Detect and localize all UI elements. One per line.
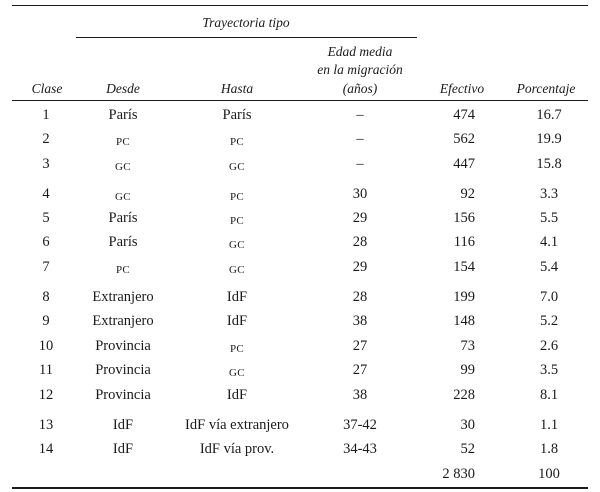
hasta-cell: IdF <box>226 387 248 403</box>
porcentaje-cell: 15.8 <box>536 156 562 172</box>
hasta-cell: IdF vía extranjero <box>185 417 289 433</box>
clase-cell: 4 <box>42 186 50 202</box>
hasta-cell: IdF <box>226 313 248 329</box>
clase-cell: 10 <box>38 338 54 354</box>
table-row <box>0 234 600 252</box>
hasta-cell: GC <box>229 161 245 173</box>
table-row <box>0 131 600 149</box>
desde-cell: Provincia <box>95 338 151 354</box>
clase-cell: 1 <box>42 107 50 123</box>
clase-cell: 2 <box>42 131 50 147</box>
edad-header-line1: Edad media <box>327 44 393 59</box>
efectivo-cell: 562 <box>453 131 475 147</box>
efectivo-cell: 154 <box>453 259 475 275</box>
clase-cell: 13 <box>38 417 54 433</box>
efectivo-cell: 228 <box>453 387 475 403</box>
clase-cell: 8 <box>42 289 50 305</box>
efectivo-cell: 92 <box>460 186 475 202</box>
hasta-cell: PC <box>229 191 245 203</box>
efectivo-cell: 474 <box>453 107 475 123</box>
total-porcentaje: 100 <box>538 466 560 482</box>
table-row <box>0 338 600 356</box>
porcentaje-cell: 5.2 <box>539 313 559 329</box>
efectivo-cell: 52 <box>460 441 475 457</box>
efectivo-cell: 156 <box>453 210 475 226</box>
desde-cell: Provincia <box>95 362 151 378</box>
porcentaje-cell: 3.3 <box>539 186 559 202</box>
efectivo-cell: 30 <box>460 417 475 433</box>
desde-cell: París <box>108 234 138 250</box>
efectivo-cell: 148 <box>453 313 475 329</box>
desde-cell: PC <box>115 136 131 148</box>
desde-cell: GC <box>115 161 131 173</box>
edad-cell: 38 <box>352 313 368 329</box>
hasta-cell: PC <box>229 136 245 148</box>
hasta-cell: IdF vía prov. <box>199 441 275 457</box>
clase-cell: 3 <box>42 156 50 172</box>
table-row <box>0 107 600 125</box>
desde-cell: París <box>108 210 138 226</box>
porcentaje-header: Porcentaje <box>516 81 576 96</box>
hasta-cell: GC <box>229 264 245 276</box>
efectivo-cell: 73 <box>460 338 475 354</box>
edad-cell: 28 <box>352 289 368 305</box>
table-row <box>0 441 600 459</box>
clase-cell: 12 <box>38 387 54 403</box>
porcentaje-cell: 1.1 <box>539 417 559 433</box>
edad-cell: 38 <box>352 387 368 403</box>
clase-header: Clase <box>31 81 63 96</box>
table-row <box>0 313 600 331</box>
hasta-cell: IdF <box>226 289 248 305</box>
efectivo-cell: 116 <box>453 234 475 250</box>
porcentaje-cell: 1.8 <box>539 441 559 457</box>
porcentaje-cell: 2.6 <box>539 338 559 354</box>
table-row <box>0 289 600 307</box>
hasta-cell: GC <box>229 239 245 251</box>
porcentaje-cell: 5.5 <box>539 210 559 226</box>
porcentaje-cell: 7.0 <box>539 289 559 305</box>
desde-cell: Extranjero <box>92 313 154 329</box>
hasta-cell: PC <box>229 215 245 227</box>
clase-cell: 6 <box>42 234 50 250</box>
desde-cell: Provincia <box>95 387 151 403</box>
porcentaje-cell: 8.1 <box>539 387 559 403</box>
porcentaje-cell: 16.7 <box>536 107 562 123</box>
desde-cell: París <box>108 107 138 123</box>
edad-cell: – <box>356 156 364 172</box>
table-row <box>0 362 600 380</box>
edad-cell: 34-43 <box>343 441 377 457</box>
hasta-cell: GC <box>229 367 245 379</box>
table-row <box>0 186 600 204</box>
edad-cell: 37-42 <box>343 417 377 433</box>
table-row <box>0 210 600 228</box>
edad-cell: 29 <box>352 210 368 226</box>
clase-cell: 7 <box>42 259 50 275</box>
edad-header-line3: (años) <box>342 81 378 96</box>
porcentaje-cell: 19.9 <box>536 131 562 147</box>
edad-cell: 28 <box>352 234 368 250</box>
bottom-rule <box>12 487 588 489</box>
edad-cell: 30 <box>352 186 368 202</box>
desde-cell: IdF <box>112 417 134 433</box>
table-row <box>0 387 600 405</box>
edad-header-line2: en la migración <box>317 62 403 77</box>
clase-cell: 11 <box>39 362 53 378</box>
efectivo-header: Efectivo <box>439 81 485 96</box>
porcentaje-cell: 3.5 <box>539 362 559 378</box>
table-row <box>0 417 600 435</box>
totals-row <box>0 466 600 484</box>
desde-cell: GC <box>115 191 131 203</box>
porcentaje-cell: 5.4 <box>539 259 559 275</box>
hasta-cell: PC <box>229 343 245 355</box>
edad-cell: 27 <box>352 362 368 378</box>
desde-cell: IdF <box>112 441 134 457</box>
efectivo-cell: 447 <box>453 156 475 172</box>
edad-cell: – <box>356 107 364 123</box>
clase-cell: 5 <box>42 210 50 226</box>
hasta-header: Hasta <box>220 81 254 96</box>
table-row <box>0 156 600 174</box>
header-rule <box>12 100 588 101</box>
desde-cell: Extranjero <box>92 289 154 305</box>
desde-header: Desde <box>106 81 140 96</box>
efectivo-cell: 99 <box>460 362 475 378</box>
desde-cell: PC <box>115 264 131 276</box>
table-row <box>0 259 600 277</box>
porcentaje-cell: 4.1 <box>539 234 559 250</box>
efectivo-cell: 199 <box>453 289 475 305</box>
hasta-cell: París <box>222 107 252 123</box>
edad-cell: – <box>356 131 364 147</box>
total-efectivo: 2 830 <box>442 466 475 482</box>
clase-cell: 9 <box>42 313 50 329</box>
edad-cell: 27 <box>352 338 368 354</box>
group-header: Trayectoria tipo <box>202 15 290 30</box>
edad-cell: 29 <box>352 259 368 275</box>
top-rule <box>12 5 588 6</box>
clase-cell: 14 <box>38 441 54 457</box>
group-rule <box>76 37 417 38</box>
